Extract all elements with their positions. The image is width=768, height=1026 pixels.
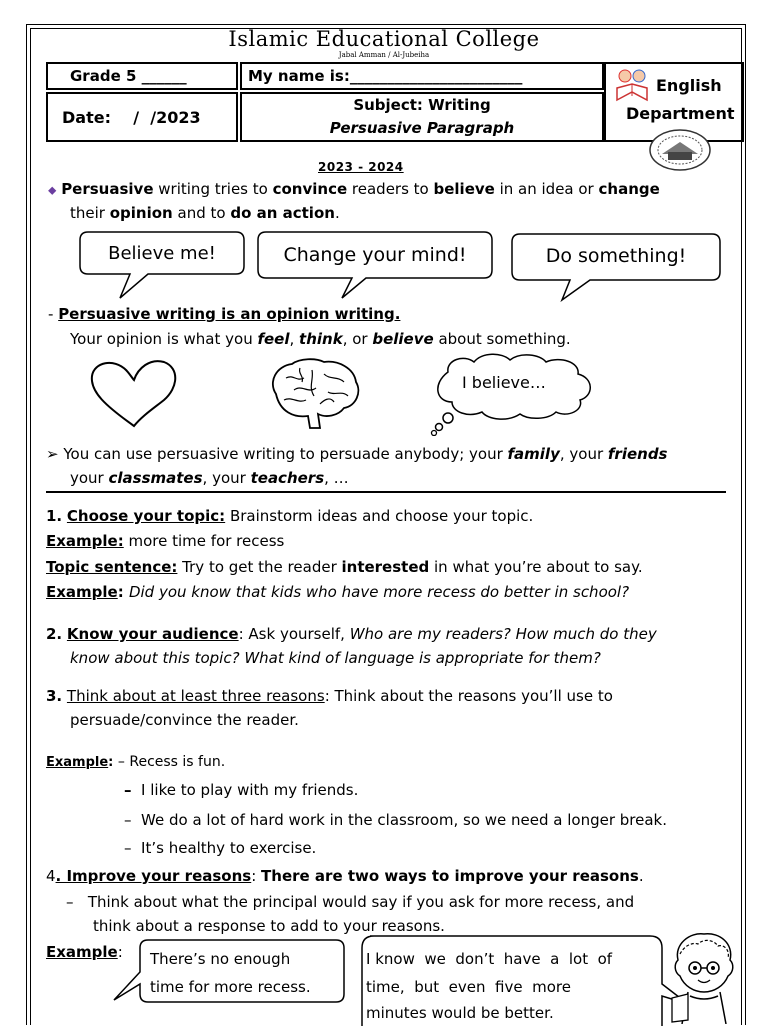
date-box (46, 92, 238, 142)
anybody-text: , your (559, 445, 608, 463)
reason-item: – Recess is fun. (117, 754, 226, 770)
thought-text: I believe… (462, 373, 546, 392)
school-seal-logo (648, 128, 712, 172)
principal-line2: time for more recess. (150, 978, 311, 996)
anybody-text: , … (324, 469, 349, 487)
heart-icon (86, 356, 182, 430)
colon: : (251, 867, 262, 885)
intro-text: in an idea or (494, 180, 599, 198)
intro-word: opinion (109, 204, 173, 222)
example-text: more time for recess (123, 532, 285, 550)
name-box (240, 62, 604, 90)
step-number: 3. (46, 687, 63, 705)
step-number: 2. (46, 625, 63, 643)
anybody-word: family (507, 445, 560, 463)
step2-line1 (46, 622, 746, 646)
department-line1: English (656, 76, 722, 95)
dash: - (48, 305, 59, 323)
reason-item: – It’s healthy to exercise. (124, 839, 317, 857)
topic-sentence-label: Topic sentence: (46, 558, 178, 576)
intro-text: . (334, 204, 340, 222)
bubble-believe-text: Believe me! (108, 243, 216, 264)
example-label: Example (46, 583, 118, 601)
dash: – (66, 893, 74, 911)
anybody-word: friends (607, 445, 668, 463)
school-subtitle: Jabal Amman / Al-Jubeiha (338, 51, 430, 59)
opinion-text: , (289, 330, 300, 348)
intro-word: believe (433, 180, 495, 198)
opinion-word: think (299, 330, 343, 348)
step4-title: . Improve your reasons (55, 867, 252, 885)
kids-reading-icon (614, 66, 650, 102)
step4-text2: think about a response to add to your reasons. (93, 917, 445, 935)
intro-text: and to (172, 204, 231, 222)
reason-item: – I like to play with my friends. (124, 781, 359, 799)
school-name: Islamic Educational College (228, 27, 540, 51)
step1-text: Brainstorm ideas and choose your topic. (225, 507, 534, 525)
anybody-word: teachers (250, 469, 325, 487)
opinion-text: Your opinion is what you (70, 330, 258, 348)
department-line2: Department (626, 104, 735, 123)
date-label: Date: / /2023 (62, 108, 201, 127)
step4-bold: There are two ways to improve your reasons (261, 867, 639, 885)
anybody-line2 (70, 466, 730, 490)
speech-bubble-change (256, 230, 496, 302)
colon: : (108, 755, 118, 770)
intro-text: readers to (347, 180, 434, 198)
name-label: My name is:_______________________ (248, 67, 523, 85)
bubble-change-text: Change your mind! (283, 244, 467, 266)
opinion-definition (70, 327, 730, 351)
topic-sentence-text: Try to get the reader (177, 558, 342, 576)
reason-item: – We do a lot of hard work in the classroom, so we need a longer break. (124, 811, 668, 829)
opinion-text: , or (342, 330, 373, 348)
response-line1: I know we don’t have a lot of (366, 950, 613, 968)
topic-sentence-line (46, 555, 746, 579)
step2-line2: know about this topic? What kind of language is appropriate for them? (70, 649, 601, 667)
opinion-text: about something. (433, 330, 571, 348)
step3-line1 (46, 684, 746, 708)
anybody-text: , your (202, 469, 251, 487)
period: . (638, 867, 644, 885)
bubble-do-text: Do something! (545, 245, 687, 267)
step3-line2: persuade/convince the reader. (70, 711, 299, 729)
anybody-text: You can use persuasive writing to persuade anybody; your (63, 445, 508, 463)
step-number: 1. (46, 507, 63, 525)
step2-title: Know your audience (66, 625, 239, 643)
intro-text: their (70, 204, 110, 222)
intro-paragraph-line2 (70, 201, 730, 225)
reason-text: It’s healthy to exercise. (141, 839, 317, 857)
grade-label: Grade 5 ______ (70, 67, 187, 85)
step2-question: Who are my readers? How much do they (349, 625, 657, 643)
response-line3: minutes would be better. (366, 1004, 554, 1022)
opinion-word: believe (372, 330, 434, 348)
step1-line (46, 504, 736, 528)
step4-text1 (66, 890, 746, 914)
opinion-heading: Persuasive writing is an opinion writing. (58, 305, 401, 323)
diamond-bullet-icon: ⬥ (48, 183, 57, 197)
arrow-bullet-icon: ➢ (46, 445, 59, 463)
step1-example (46, 529, 736, 553)
example-label: Example (46, 755, 109, 770)
step3-title: Think about at least three reasons (66, 687, 325, 705)
intro-word: change (598, 180, 660, 198)
step1-title: Choose your topic: (66, 507, 226, 525)
speech-bubble-believe (78, 230, 248, 302)
opinion-heading-line (48, 302, 738, 326)
school-year: 2023 - 2024 (318, 160, 404, 174)
brain-icon (264, 356, 364, 434)
subject-label: Subject: Writing (353, 96, 491, 114)
student-character-icon (664, 930, 744, 1024)
anybody-text: your (70, 469, 109, 487)
intro-word: do an action (230, 204, 335, 222)
principal-line1: There’s no enough (150, 950, 291, 968)
intro-paragraph (48, 177, 738, 202)
step3-example (46, 752, 225, 773)
reason-text: We do a lot of hard work in the classroom, so we need a longer break. (141, 811, 668, 829)
step4-line (46, 864, 746, 888)
step1-example2 (46, 580, 746, 604)
colon: : (117, 943, 123, 961)
subject-topic: Persuasive Paragraph (329, 119, 515, 137)
example-question: Did you know that kids who have more recess do better in school? (128, 583, 630, 601)
example-label: Example: (46, 532, 124, 550)
response-line2: time, but even five more (366, 978, 571, 996)
intro-text: writing tries to (153, 180, 273, 198)
step-number: 4 (46, 867, 56, 885)
grade-box (46, 62, 238, 90)
step4-text: Think about what the principal would say if you ask for more recess, and (87, 893, 635, 911)
anybody-word: classmates (108, 469, 203, 487)
reason-text: I like to play with my friends. (141, 781, 359, 799)
topic-sentence-text: in what you’re about to say. (429, 558, 643, 576)
step3-text: : Think about the reasons you’ll use to (324, 687, 613, 705)
intro-word: convince (272, 180, 348, 198)
step2-text: : Ask yourself, (238, 625, 350, 643)
colon: : (117, 583, 129, 601)
thought-cloud (428, 352, 600, 436)
intro-word: Persuasive (61, 180, 154, 198)
anybody-line1 (46, 442, 746, 466)
speech-bubble-principal (112, 936, 348, 1008)
section-divider (46, 491, 726, 493)
subject-box (240, 92, 604, 142)
topic-sentence-word: interested (341, 558, 430, 576)
example-label: Example (46, 943, 118, 961)
opinion-word: feel (257, 330, 290, 348)
